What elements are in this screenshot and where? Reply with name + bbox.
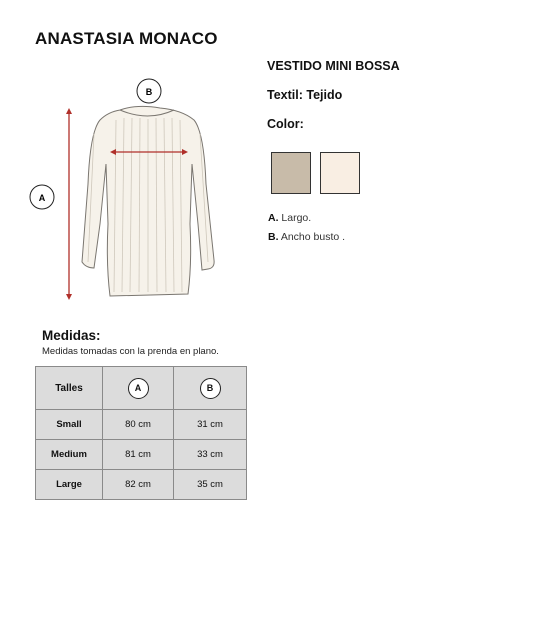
- table-row: [36, 470, 247, 500]
- size-label: Small: [36, 410, 103, 440]
- legend-key-a: A.: [268, 212, 279, 224]
- size-a-value: 82 cm: [103, 470, 174, 500]
- size-label: Large: [36, 470, 103, 500]
- size-b-value: 31 cm: [174, 410, 247, 440]
- product-name: VESTIDO MINI BOSSA: [267, 59, 400, 73]
- size-b-value: 33 cm: [174, 440, 247, 470]
- marker-a-label: A: [38, 193, 46, 203]
- marker-b-label: B: [145, 87, 153, 97]
- length-arrow-bottom: [66, 294, 72, 300]
- brand-title: ANASTASIA MONACO: [35, 29, 218, 48]
- color-swatch-cream[interactable]: [320, 152, 360, 194]
- header-b-marker: B: [200, 378, 221, 399]
- header-b: [174, 367, 247, 410]
- table-row: [36, 410, 247, 440]
- legend-item-a: [268, 212, 311, 224]
- measurements-title: Medidas:: [42, 328, 101, 343]
- header-a: [103, 367, 174, 410]
- legend-text-a: Largo.: [281, 212, 312, 224]
- size-label: Medium: [36, 440, 103, 470]
- header-talles: Talles: [36, 367, 103, 410]
- size-table: [35, 366, 247, 500]
- dress-illustration: [22, 74, 252, 306]
- header-a-marker: A: [128, 378, 149, 399]
- size-a-value: 80 cm: [103, 410, 174, 440]
- legend-item-b: [268, 231, 345, 243]
- length-arrow-top: [66, 108, 72, 114]
- color-label: Color:: [267, 117, 304, 131]
- size-b-value: 35 cm: [174, 470, 247, 500]
- color-swatch-beige[interactable]: [271, 152, 311, 194]
- size-a-value: 81 cm: [103, 440, 174, 470]
- size-table-header: [36, 367, 247, 410]
- measurements-subtitle: Medidas tomadas con la prenda en plano.: [42, 346, 219, 357]
- legend-text-b: Ancho busto .: [280, 231, 346, 243]
- table-row: [36, 440, 247, 470]
- textil-label: Textil: Tejido: [267, 88, 343, 102]
- legend-key-b: B.: [268, 231, 279, 243]
